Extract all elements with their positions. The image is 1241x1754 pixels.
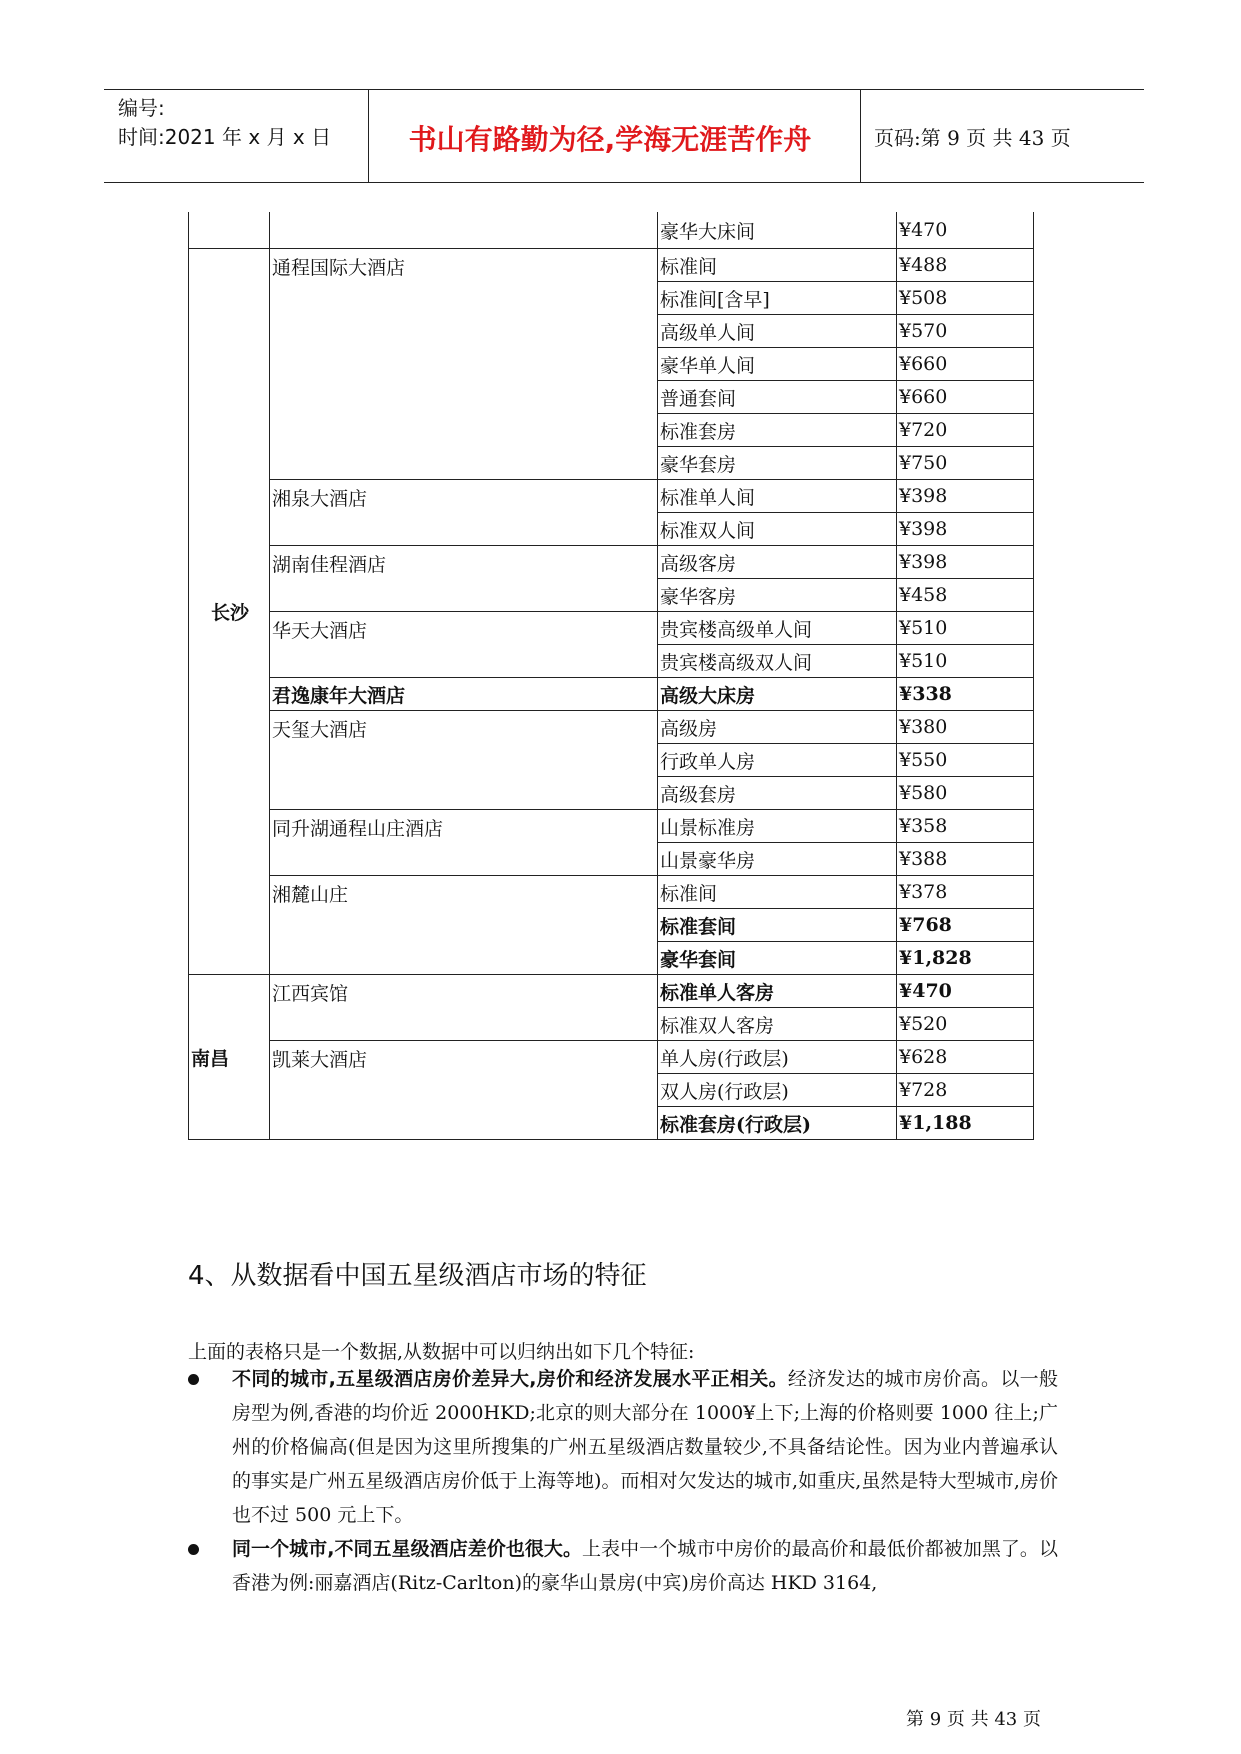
price-cell: ¥520: [897, 1008, 1034, 1041]
price-cell: ¥488: [897, 249, 1034, 282]
price-cell: ¥510: [897, 645, 1034, 678]
price-cell: ¥398: [897, 480, 1034, 513]
table-row: [189, 711, 1034, 744]
price-cell: ¥728: [897, 1074, 1034, 1107]
hotel-cell: 天玺大酒店: [270, 711, 658, 810]
price-cell: ¥1,188: [897, 1107, 1034, 1140]
room-cell: 行政单人房: [658, 744, 897, 777]
room-cell: 贵宾楼高级双人间: [658, 645, 897, 678]
table-row: [189, 249, 1034, 282]
page-footer: 第 9 页 共 43 页: [906, 1709, 1041, 1730]
hotel-cell: 凯莱大酒店: [270, 1041, 658, 1140]
price-cell: ¥628: [897, 1041, 1034, 1074]
room-cell: 标准间: [658, 249, 897, 282]
section-intro: 上面的表格只是一个数据,从数据中可以归纳出如下几个特征:: [188, 1341, 695, 1363]
room-cell: 标准间[含早]: [658, 282, 897, 315]
price-cell: ¥580: [897, 777, 1034, 810]
room-cell: 标准套间: [658, 909, 897, 942]
room-cell: 豪华大床间: [658, 212, 897, 249]
table-row: [189, 678, 1034, 711]
price-cell: ¥570: [897, 315, 1034, 348]
room-cell: 高级单人间: [658, 315, 897, 348]
room-cell: 高级套房: [658, 777, 897, 810]
list-item: [188, 1362, 1058, 1532]
room-cell: 高级大床房: [658, 678, 897, 711]
room-cell: 双人房(行政层): [658, 1074, 897, 1107]
table-row: [189, 612, 1034, 645]
bullet-lead: 不同的城市,五星级酒店房价差异大,房价和经济发展水平正相关。: [232, 1368, 788, 1390]
city-cell: 南昌: [189, 975, 270, 1140]
room-cell: 高级房: [658, 711, 897, 744]
room-cell: 贵宾楼高级单人间: [658, 612, 897, 645]
hotel-price-table: [188, 212, 1034, 1140]
price-cell: ¥458: [897, 579, 1034, 612]
room-cell: 单人房(行政层): [658, 1041, 897, 1074]
bullet-text: 上表中一个城市中房价的最高价和最低价都被加黑了。以香港为例:丽嘉酒店(Ritz-Carlton)的豪华山景房(中宾)房价高达 HKD 3164,: [232, 1538, 1058, 1594]
table-row: [189, 876, 1034, 909]
price-cell: ¥470: [897, 975, 1034, 1008]
bullet-icon: [188, 1374, 199, 1385]
bullet-text: 经济发达的城市房价高。以一般房型为例,香港的均价近 2000HKD;北京的则大部分在 1000¥上下;上海的价格则要 1000 往上;广州的价格偏高(但是因为这里所搜集的广州五星级酒店数量较少,不具备结论性。因为业内普遍承认的事实是广州五星级酒店房价低于上海等地)。而相对欠发达的城市,如重庆,虽然是特大型城市,房价也不过 500 元上下。: [232, 1368, 1058, 1526]
hotel-cell: 湖南佳程酒店: [270, 546, 658, 612]
room-cell: 标准套房: [658, 414, 897, 447]
time-label: 时间:2021 年 x 月 x 日: [118, 125, 332, 149]
hotel-cell: 湘麓山庄: [270, 876, 658, 975]
hotel-cell: 湘泉大酒店: [270, 480, 658, 546]
price-cell: ¥508: [897, 282, 1034, 315]
price-cell: ¥720: [897, 414, 1034, 447]
page-header: [104, 89, 1144, 183]
price-cell: ¥358: [897, 810, 1034, 843]
room-cell: 高级客房: [658, 546, 897, 579]
city-cell: 长沙: [189, 249, 270, 975]
hotel-cell: 江西宾馆: [270, 975, 658, 1041]
bullet-icon: [188, 1544, 199, 1555]
room-cell: 标准间: [658, 876, 897, 909]
number-label: 编号:: [118, 96, 165, 120]
hotel-cell: 华天大酒店: [270, 612, 658, 678]
bullet-lead: 同一个城市,不同五星级酒店差价也很大。: [232, 1538, 582, 1560]
header-left: [118, 94, 331, 152]
table-row: [189, 1041, 1034, 1074]
table-row: [189, 810, 1034, 843]
price-cell: ¥660: [897, 381, 1034, 414]
price-cell: ¥1,828: [897, 942, 1034, 975]
price-cell: ¥768: [897, 909, 1034, 942]
room-cell: 山景标准房: [658, 810, 897, 843]
room-cell: 豪华单人间: [658, 348, 897, 381]
room-cell: 标准双人客房: [658, 1008, 897, 1041]
hotel-cell: 通程国际大酒店: [270, 249, 658, 480]
price-cell: ¥338: [897, 678, 1034, 711]
table-row: [189, 975, 1034, 1008]
room-cell: 普通套间: [658, 381, 897, 414]
room-cell: 标准单人客房: [658, 975, 897, 1008]
list-item: [188, 1532, 1058, 1600]
hotel-cell: 君逸康年大酒店: [270, 678, 658, 711]
table-row: [189, 546, 1034, 579]
price-cell: ¥470: [897, 212, 1034, 249]
room-cell: 豪华套房: [658, 447, 897, 480]
room-cell: 豪华套间: [658, 942, 897, 975]
price-cell: ¥510: [897, 612, 1034, 645]
price-cell: ¥380: [897, 711, 1034, 744]
table-row: [189, 212, 1034, 249]
price-cell: ¥550: [897, 744, 1034, 777]
hotel-cell: 同升湖通程山庄酒店: [270, 810, 658, 876]
header-motto: 书山有路勤为径,学海无涯苦作舟: [408, 123, 812, 156]
room-cell: 山景豪华房: [658, 843, 897, 876]
feature-list: [188, 1362, 1058, 1600]
room-cell: 豪华客房: [658, 579, 897, 612]
room-cell: 标准套房(行政层): [658, 1107, 897, 1140]
table-row: [189, 480, 1034, 513]
room-cell: 标准双人间: [658, 513, 897, 546]
price-cell: ¥398: [897, 546, 1034, 579]
price-cell: ¥388: [897, 843, 1034, 876]
room-cell: 标准单人间: [658, 480, 897, 513]
city-cell: [189, 212, 270, 249]
price-cell: ¥660: [897, 348, 1034, 381]
price-cell: ¥398: [897, 513, 1034, 546]
section-heading: 4、从数据看中国五星级酒店市场的特征: [188, 1261, 647, 1291]
header-page-info: 页码:第 9 页 共 43 页: [874, 126, 1071, 150]
price-cell: ¥750: [897, 447, 1034, 480]
hotel-cell: [270, 212, 658, 249]
header-divider: [860, 90, 861, 182]
price-cell: ¥378: [897, 876, 1034, 909]
